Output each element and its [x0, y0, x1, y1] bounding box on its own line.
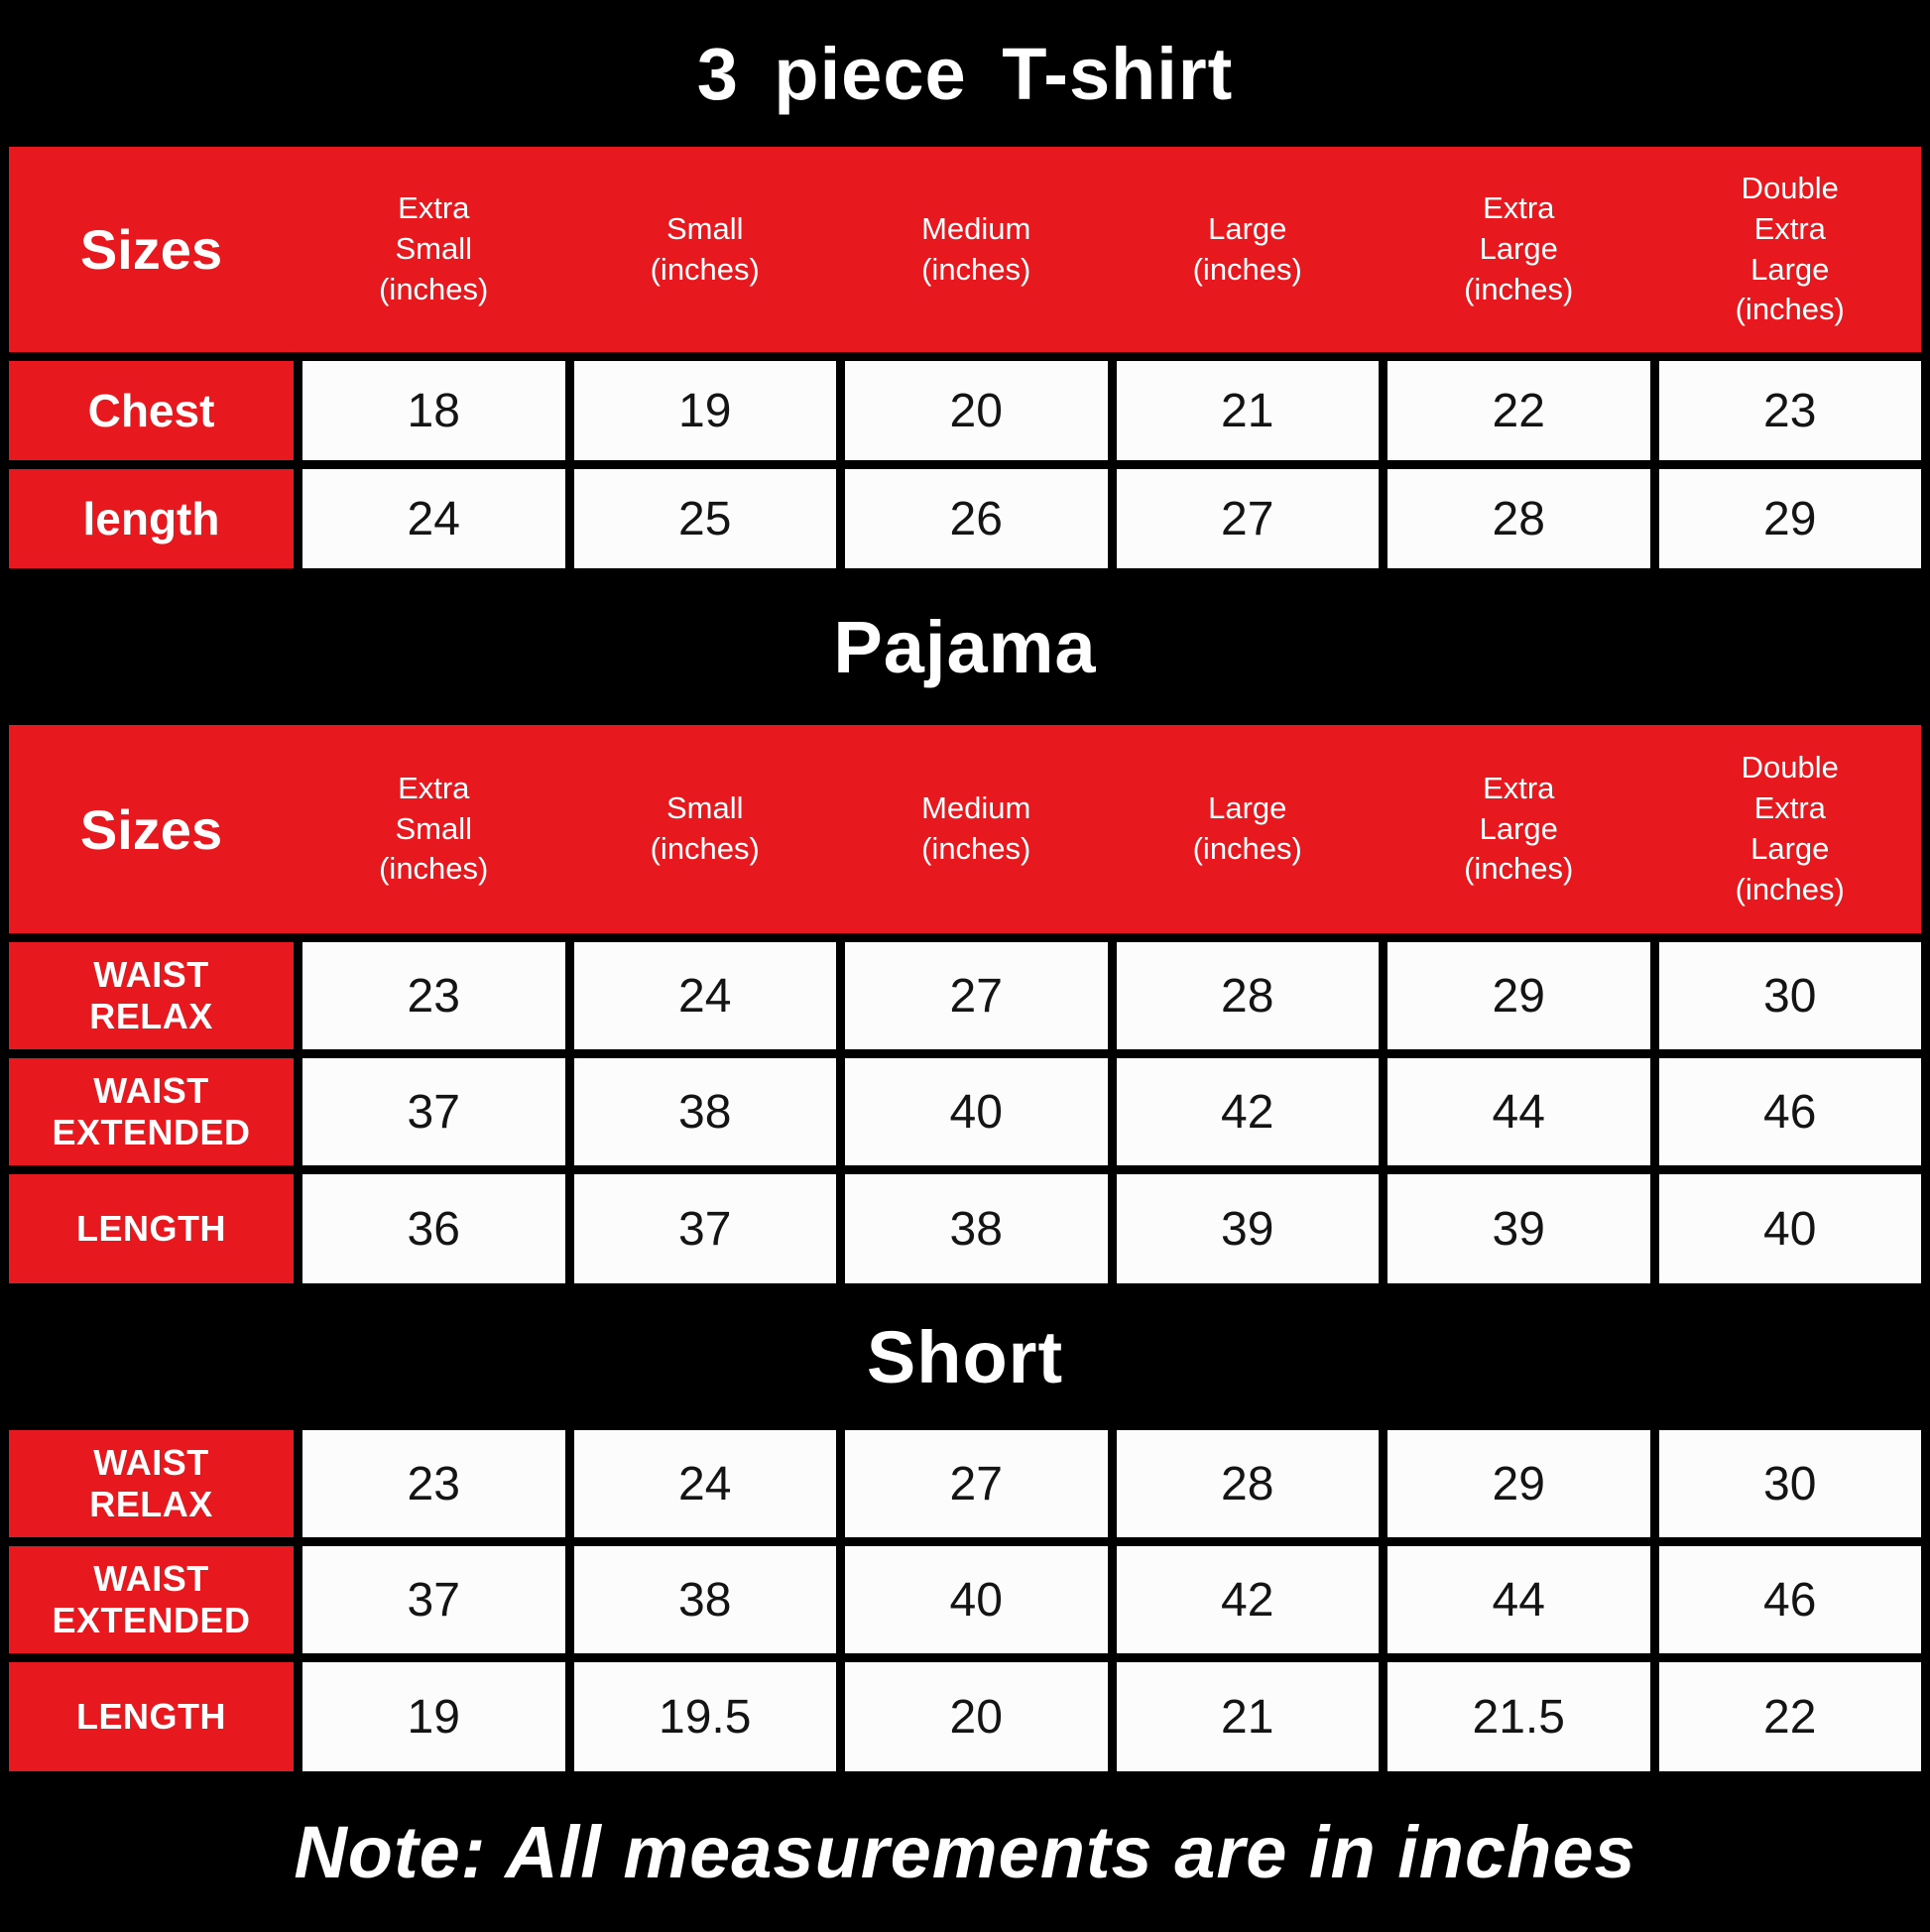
value-cell: 23	[1659, 361, 1922, 460]
column-header-text: Medium (inches)	[921, 210, 1031, 287]
column-header-text: Extra Small (inches)	[379, 770, 489, 887]
column-header-text: Extra Large (inches)	[1464, 770, 1574, 887]
value-cell: 26	[845, 469, 1108, 568]
table-row-waist-extended	[9, 1546, 1921, 1653]
value-cell: 19	[574, 361, 837, 460]
value-cell: 24	[574, 1430, 837, 1537]
table-row-waist-relax	[9, 942, 1921, 1049]
value-cell: 29	[1387, 942, 1650, 1049]
short-table	[0, 1430, 1930, 1771]
value-cell: 38	[845, 1174, 1108, 1283]
column-header-extra-large	[1387, 725, 1650, 933]
value-cell: 38	[574, 1546, 837, 1653]
value-cell: 39	[1387, 1174, 1650, 1283]
value-cell: 38	[574, 1058, 837, 1165]
row-label-text: WAIST EXTENDED	[52, 1557, 251, 1640]
column-header-text: Large (inches)	[1192, 210, 1302, 287]
row-label	[9, 1174, 294, 1283]
row-label-text: LENGTH	[76, 1207, 226, 1249]
value-cell: 20	[845, 361, 1108, 460]
table-row-waist-extended	[9, 1058, 1921, 1165]
value-cell: 28	[1117, 942, 1380, 1049]
row-label	[9, 1058, 294, 1165]
value-cell: 23	[302, 1430, 565, 1537]
value-cell: 24	[302, 469, 565, 568]
column-header-text: Double Extra Large (inches)	[1735, 170, 1845, 327]
value-cell: 21	[1117, 361, 1380, 460]
row-label	[9, 1662, 294, 1771]
column-header-text: Extra Large (inches)	[1464, 190, 1574, 306]
pajama-header-row	[9, 725, 1921, 933]
value-cell: 29	[1387, 1430, 1650, 1537]
value-cell: 46	[1659, 1058, 1922, 1165]
value-cell: 28	[1387, 469, 1650, 568]
value-cell: 19.5	[574, 1662, 837, 1771]
row-label	[9, 361, 294, 460]
column-header-text: Extra Small (inches)	[379, 190, 489, 306]
row-label-text: LENGTH	[76, 1695, 226, 1737]
row-label-text: WAIST EXTENDED	[52, 1069, 251, 1152]
value-cell: 21.5	[1387, 1662, 1650, 1771]
column-header-medium	[845, 725, 1108, 933]
value-cell: 37	[302, 1546, 565, 1653]
value-cell: 40	[845, 1546, 1108, 1653]
tshirt-header-row	[9, 147, 1921, 352]
section-title-tshirt: 3 piece T-shirt	[0, 0, 1930, 147]
value-cell: 21	[1117, 1662, 1380, 1771]
column-header-large	[1117, 725, 1380, 933]
sizes-corner-label: Sizes	[79, 218, 223, 281]
value-cell: 18	[302, 361, 565, 460]
value-cell: 28	[1117, 1430, 1380, 1537]
column-header-text: Large (inches)	[1192, 790, 1302, 866]
note-text: Note: All measurements are in inches	[0, 1771, 1930, 1932]
tshirt-table	[0, 147, 1930, 568]
row-label-text: WAIST RELAX	[89, 953, 213, 1036]
column-header-extra-small	[302, 147, 565, 352]
column-header-text: Small (inches)	[650, 790, 760, 866]
row-label	[9, 469, 294, 568]
value-cell: 37	[574, 1174, 837, 1283]
row-label-text: Chest	[87, 385, 215, 436]
table-row-length	[9, 1174, 1921, 1283]
column-header-medium	[845, 147, 1108, 352]
value-cell: 23	[302, 942, 565, 1049]
value-cell: 44	[1387, 1058, 1650, 1165]
section-title-short: Short	[0, 1283, 1930, 1430]
value-cell: 44	[1387, 1546, 1650, 1653]
table-row-chest	[9, 361, 1921, 460]
value-cell: 22	[1659, 1662, 1922, 1771]
table-row-waist-relax	[9, 1430, 1921, 1537]
column-header-large	[1117, 147, 1380, 352]
value-cell: 39	[1117, 1174, 1380, 1283]
column-header-small	[574, 725, 837, 933]
value-cell: 24	[574, 942, 837, 1049]
table-row-length	[9, 469, 1921, 568]
sizes-corner-label: Sizes	[79, 797, 223, 861]
row-label	[9, 1430, 294, 1537]
value-cell: 30	[1659, 942, 1922, 1049]
value-cell: 27	[845, 1430, 1108, 1537]
row-label-text: length	[82, 493, 220, 544]
value-cell: 42	[1117, 1058, 1380, 1165]
column-header-text: Double Extra Large (inches)	[1735, 750, 1845, 906]
pajama-table	[0, 725, 1930, 1283]
value-cell: 40	[1659, 1174, 1922, 1283]
value-cell: 40	[845, 1058, 1108, 1165]
row-label	[9, 1546, 294, 1653]
value-cell: 22	[1387, 361, 1650, 460]
value-cell: 37	[302, 1058, 565, 1165]
row-label	[9, 942, 294, 1049]
value-cell: 46	[1659, 1546, 1922, 1653]
value-cell: 27	[845, 942, 1108, 1049]
value-cell: 42	[1117, 1546, 1380, 1653]
column-header-text: Medium (inches)	[921, 790, 1031, 866]
column-header-text: Small (inches)	[650, 210, 760, 287]
value-cell: 19	[302, 1662, 565, 1771]
value-cell: 20	[845, 1662, 1108, 1771]
column-header-small	[574, 147, 837, 352]
column-header-double-extra-large	[1659, 725, 1922, 933]
value-cell: 29	[1659, 469, 1922, 568]
value-cell: 25	[574, 469, 837, 568]
column-header-double-extra-large	[1659, 147, 1922, 352]
value-cell: 30	[1659, 1430, 1922, 1537]
value-cell: 36	[302, 1174, 565, 1283]
column-header-extra-large	[1387, 147, 1650, 352]
value-cell: 27	[1117, 469, 1380, 568]
column-header-extra-small	[302, 725, 565, 933]
table-row-length	[9, 1662, 1921, 1771]
row-label-text: WAIST RELAX	[89, 1441, 213, 1524]
section-title-pajama: Pajama	[0, 568, 1930, 725]
